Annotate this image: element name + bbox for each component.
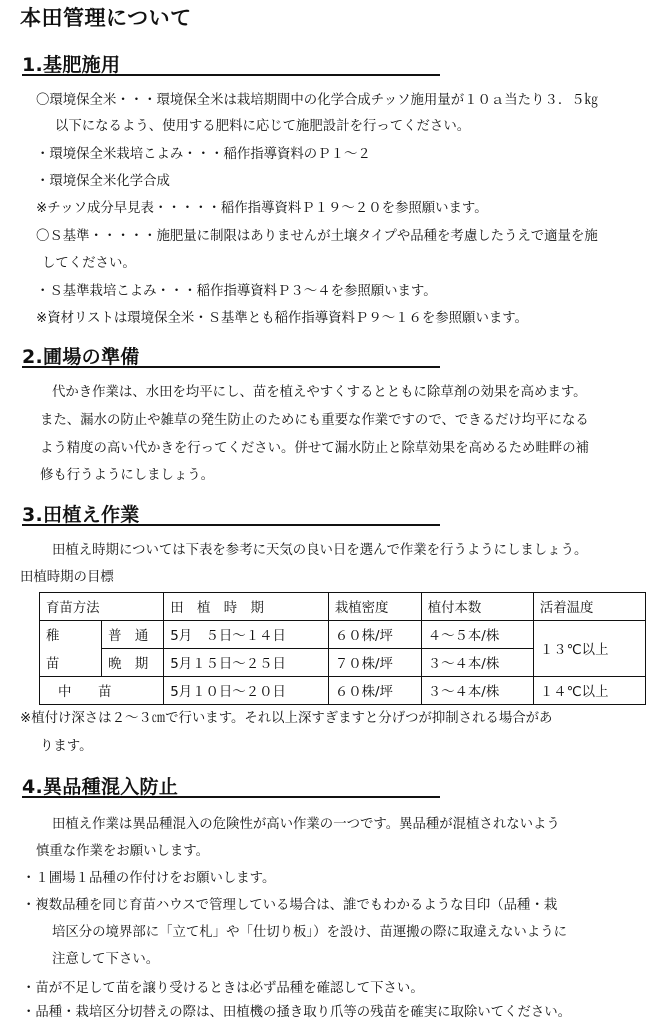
table-cell-method: 中 苗 [40,677,164,705]
section-heading-rice-planting: 3.田植え作業 [22,504,140,526]
list-item: ・品種・栽培区分切替えの際は、田植機の掻き取り爪等の残苗を確実に取除いてください。 [22,1005,572,1020]
table-header-cell: 栽植密度 [328,593,421,621]
table-cell-period: 5月 ５日～１４日 [164,621,329,649]
note-line: ※チッソ成分早見表・・・・・稲作指導資料Ｐ１９～２０を参照願います。 [36,201,488,216]
paragraph-line: してください。 [42,256,136,271]
planting-schedule-table [39,592,646,705]
table-row [40,621,646,649]
section-underline [22,796,440,798]
table-cell-count: ３～４本/株 [421,677,533,705]
paragraph-line: よう精度の高い代かきを行ってください。併せて漏水防止と除草効果を高めるため畦畔の補 [40,441,590,456]
section-heading-field-preparation: 2.圃場の準備 [22,346,140,368]
list-item: ・１圃場１品種の作付けをお願いします。 [22,871,276,886]
section-underline [22,366,440,368]
table-header-row [40,593,646,621]
table-header-cell: 植付本数 [421,593,533,621]
list-item-continuation: 注意して下さい。 [52,952,160,967]
table-group-label: 苗 [40,649,102,677]
section-heading-basal-fertilizer: 1.基肥施用 [22,54,121,76]
paragraph-line: 慎重な作業をお願いします。 [36,844,210,859]
list-item: ・Ｓ基準栽培こよみ・・・稲作指導資料Ｐ３～４を参照願います。 [36,284,437,299]
list-item: ・苗が不足して苗を譲り受けるときは必ず品種を確認して下さい。 [22,981,424,996]
table-group-label: 稚 [40,621,102,649]
table-cell-temp: １４℃以上 [533,677,645,705]
table-row [40,677,646,705]
section-underline [22,524,440,526]
paragraph-line: 田植え作業は異品種混入の危険性が高い作業の一つです。異品種が混植されないよう [52,817,560,832]
table-cell-density: ６０株/坪 [328,677,421,705]
table-cell-period: 5月１５日～２５日 [164,649,329,677]
paragraph-line: 田植え時期については下表を参考に天気の良い日を選んで作業を行うようにしましょう。 [52,543,588,558]
table-cell-period: 5月１０日～２０日 [164,677,329,705]
table-header-cell: 活着温度 [533,593,645,621]
page-title: 本田管理について [20,6,192,30]
table-header-cell: 育苗方法 [40,593,164,621]
paragraph-line: 修も行うようにしましょう。 [40,468,215,483]
list-item-continuation: 培区分の境界部に「立て札」や「仕切り板」）を設け、苗運搬の際に取違えないように [52,925,567,940]
list-item: ・環境保全米化学合成 [36,174,170,189]
table-cell-temp: １３℃以上 [533,621,645,677]
paragraph-line: 〇Ｓ基準・・・・・施肥量に制限はありませんが土壌タイプや品種を考慮したうえで適量を施 [36,229,598,244]
paragraph-line: また、漏水の防止や雑草の発生防止のためにも重要な作業ですので、できるだけ均平になる [40,413,589,428]
note-line: ※植付け深さは２～３㎝で行います。それ以上深すぎますと分げつが抑制される場合があ [20,711,553,726]
section-heading-variety-contamination: 4.異品種混入防止 [22,776,179,798]
note-line: ※資材リストは環境保全米・Ｓ基準とも稲作指導資料Ｐ９～１６を参照願います。 [36,311,528,326]
table-cell-density: ６０株/坪 [328,621,421,649]
table-cell-method: 普 通 [102,621,164,649]
paragraph-line: 〇環境保全米・・・環境保全米は栽培期間中の化学合成チッソ施用量が１０ａ当たり３．５㎏ [36,93,599,108]
note-line: ります。 [40,739,93,754]
list-item: ・環境保全米栽培こよみ・・・稲作指導資料のＰ１～２ [36,147,371,162]
table-cell-count: ４～５本/株 [421,621,533,649]
table-cell-count: ３～４本/株 [421,649,533,677]
list-item: ・複数品種を同じ育苗ハウスで管理している場合は、誰でもわかるような目印（品種・栽 [22,898,558,913]
paragraph-line: 以下になるよう、使用する肥料に応じて施肥設計を行ってください。 [55,119,471,134]
paragraph-line: 代かき作業は、水田を均平にし、苗を植えやすくするとともに除草剤の効果を高めます。 [52,385,587,400]
table-cell-density: ７０株/坪 [328,649,421,677]
table-caption: 田植時期の目標 [20,570,114,585]
table-cell-method: 晩 期 [102,649,164,677]
table-header-cell: 田 植 時 期 [164,593,329,621]
section-underline [22,74,440,76]
